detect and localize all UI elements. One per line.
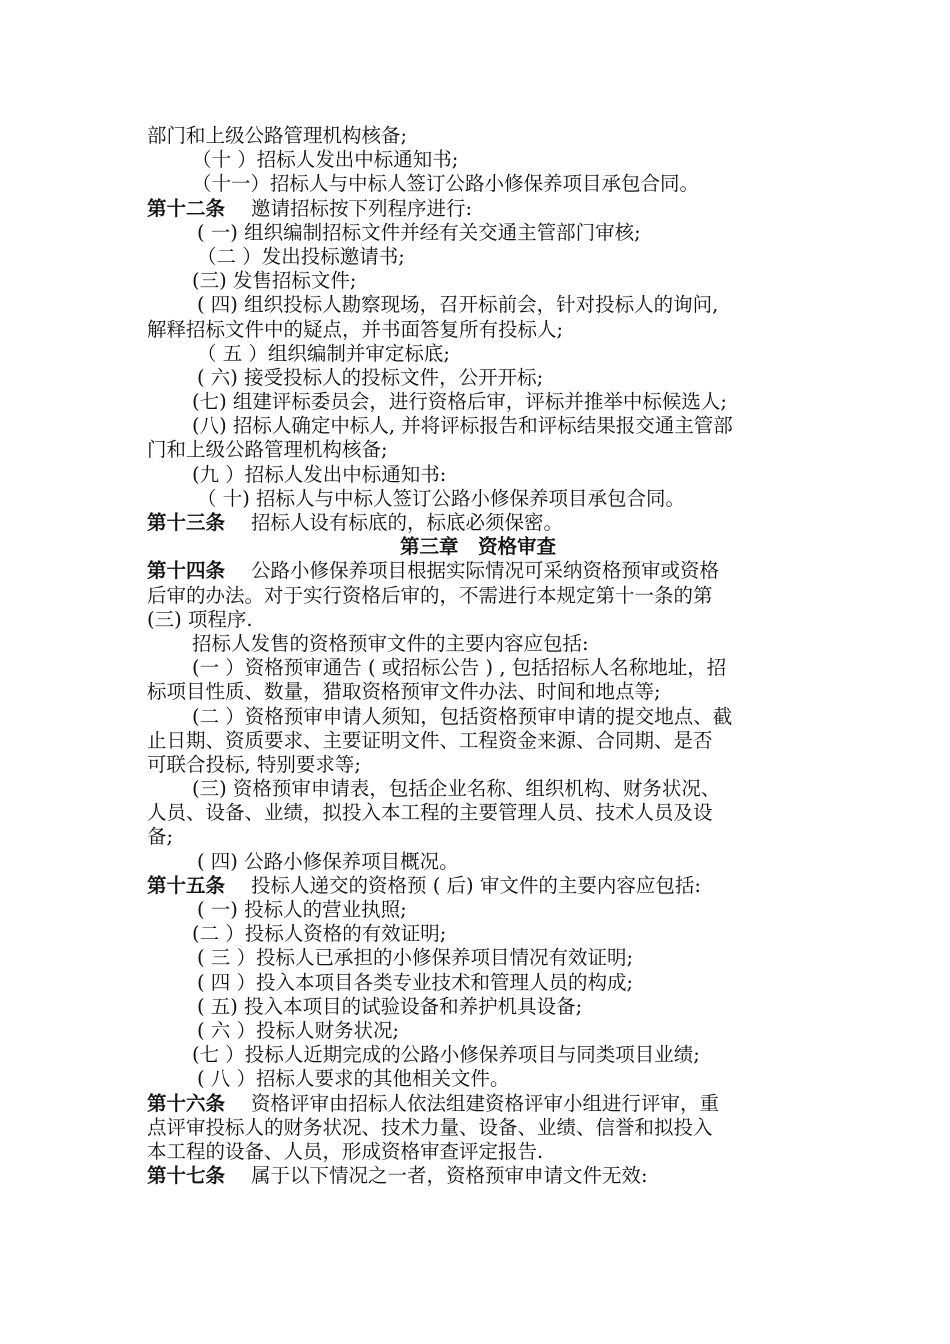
article-text: 招标人设有标底的，标底必须保密。 (251, 511, 564, 534)
article-text: 属于以下情况之一者，资格预审申请文件无效: (251, 1164, 648, 1188)
text-line: 部门和上级公路管理机构核备; (147, 124, 408, 147)
list-item: （十 ）招标人发出中标通知书; (192, 148, 459, 172)
text-line: 可联合投标, 特别要求等; (147, 752, 361, 776)
list-item: ( 六) 接受投标人的投标文件，公开开标; (197, 365, 544, 389)
list-item: ( 四) 组织投标人勘察现场，召开标前会，针对投标人的询问, (197, 293, 719, 317)
article-text: 公路小修保养项目根据实际情况可采纳资格预审或资格 (251, 559, 720, 583)
text-line: 解释招标文件中的疑点，并书面答复所有投标人; (147, 317, 564, 341)
text-line: 备; (147, 825, 174, 849)
article-number: 第十四条 (147, 559, 226, 583)
text-line: 点评审投标人的财务状况、技术力量、设备、业绩、信誉和拟投入 (147, 1115, 713, 1139)
list-item: ( 四 ）投入本项目各类专业技术和管理人员的构成; (197, 970, 634, 994)
chapter-heading: 第三章 资格审查 (399, 535, 556, 559)
list-item: (八) 招标人确定中标人, 并将评标报告和评标结果报交通主管部 (192, 414, 733, 438)
text-line: 标项目性质、数量，猎取资格预审文件办法、时间和地点等; (147, 680, 661, 704)
article-line (147, 559, 809, 583)
article-number: 第十二条 (147, 196, 226, 220)
list-item: (七 ）投标人近期完成的公路小修保养项目与同类项目业绩; (192, 1043, 700, 1067)
list-item: (七) 组建评标委员会，进行资格后审，评标并推举中标候选人; (192, 390, 727, 414)
list-item: （十一）招标人与中标人签订公路小修保养项目承包合同。 (192, 172, 700, 196)
list-item: (三) 资格预审申请表，包括企业名称、组织机构、财务状况、 (192, 777, 721, 801)
list-item: （ 五 ）组织编制并审定标底; (197, 341, 450, 365)
list-item: ( 一) 投标人的营业执照; (197, 898, 407, 921)
article-line (147, 1092, 809, 1116)
article-line (147, 511, 809, 535)
list-item: ( 八 ）招标人要求的其他相关文件。 (197, 1067, 510, 1091)
list-item: （二 ）发出投标邀请书; (197, 244, 405, 268)
text-line: 人员、设备、业绩，拟投入本工程的主要管理人员、技术人员及设 (147, 801, 713, 825)
list-item: (一 ）资格预审通告 ( 或招标公告 ) , 包括招标人名称地址，招 (192, 656, 727, 680)
article-line (147, 197, 809, 221)
list-item: (二 ）资格预审申请人须知，包括资格预审申请的提交地点、截 (192, 704, 733, 728)
list-item: ( 四) 公路小修保养项目概况。 (197, 849, 459, 873)
list-item: (九 ）招标人发出中标通知书: (192, 462, 447, 486)
article-number: 第十五条 (147, 873, 226, 897)
article-text: 邀请招标按下列程序进行: (251, 196, 473, 220)
list-item: （ 十) 招标人与中标人签订公路小修保养项目承包合同。 (197, 486, 686, 510)
article-line (147, 874, 809, 898)
text-line: 门和上级公路管理机构核备; (147, 438, 388, 462)
list-item: (二 ）投标人资格的有效证明; (192, 922, 447, 946)
text-line: 止日期、资质要求、主要证明文件、工程资金来源、合同期、是否 (147, 728, 713, 752)
article-text: 资格评审由招标人依法组建资格评审小组进行评审，重 (251, 1091, 720, 1115)
list-item: ( 六 ）投标人财务状况; (197, 1018, 400, 1042)
list-item: (三) 发售招标文件; (192, 269, 357, 293)
text-line: 后审的办法。对于实行资格后审的，不需进行本规定第十一条的第 (147, 583, 713, 607)
text-line: (三) 项程序. (147, 607, 253, 631)
list-item: ( 三 ）投标人已承担的小修保养项目情况有效证明; (197, 946, 634, 970)
document-page (147, 124, 809, 1188)
article-number: 第十六条 (147, 1091, 226, 1115)
list-item: ( 五) 投入本项目的试验设备和养护机具设备; (197, 994, 583, 1018)
list-item: ( 一) 组织编制招标文件并经有关交通主管部门审核; (197, 220, 641, 244)
article-line (147, 1164, 809, 1188)
paragraph-line: 招标人发售的资格预审文件的主要内容应包括: (192, 631, 589, 655)
article-number: 第十三条 (147, 511, 226, 534)
article-text: 投标人递交的资格预 ( 后) 审文件的主要内容应包括: (251, 873, 701, 897)
article-number: 第十七条 (147, 1164, 226, 1188)
text-line: 本工程的设备、人员，形成资格审查评定报告. (147, 1139, 544, 1163)
